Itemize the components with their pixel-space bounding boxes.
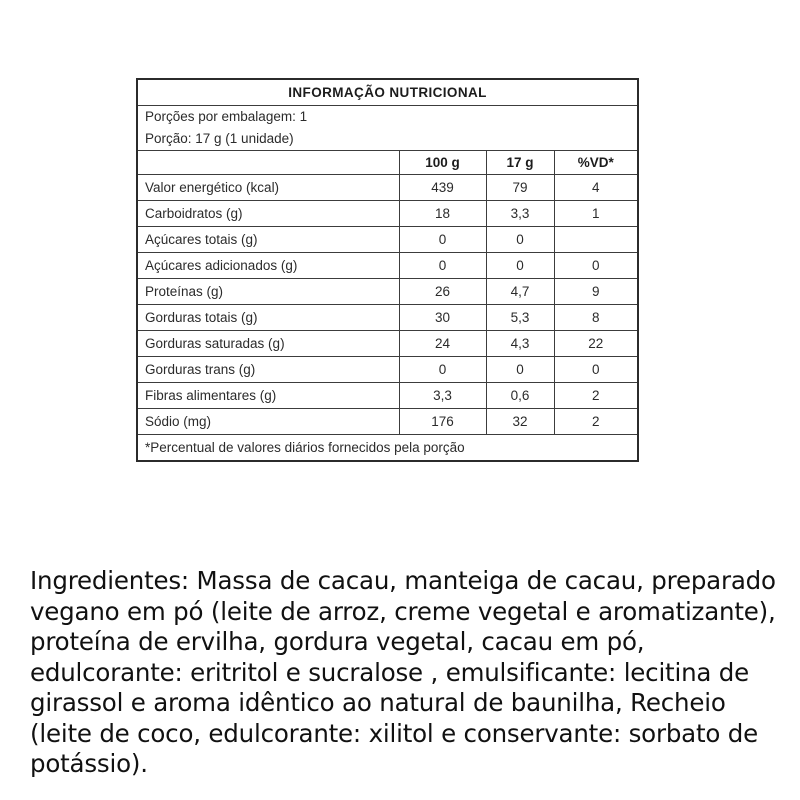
table-row <box>137 253 638 279</box>
value-vd-percent: 1 <box>554 201 638 227</box>
value-per-portion: 0 <box>486 227 554 253</box>
table-row <box>137 357 638 383</box>
value-per-100g: 176 <box>399 409 486 435</box>
value-per-100g: 24 <box>399 331 486 357</box>
table-row <box>137 331 638 357</box>
nutrient-label: Fibras alimentares (g) <box>137 383 399 409</box>
value-per-portion: 79 <box>486 175 554 201</box>
column-header-row <box>137 151 638 175</box>
table-row <box>137 175 638 201</box>
value-per-100g: 3,3 <box>399 383 486 409</box>
table-row <box>137 279 638 305</box>
value-vd-percent: 2 <box>554 383 638 409</box>
nutrient-label: Gorduras saturadas (g) <box>137 331 399 357</box>
nutrient-label: Proteínas (g) <box>137 279 399 305</box>
value-per-portion: 0 <box>486 253 554 279</box>
table-row <box>137 383 638 409</box>
column-header-100g: 100 g <box>399 151 486 175</box>
nutrient-label: Sódio (mg) <box>137 409 399 435</box>
column-header-17g: 17 g <box>486 151 554 175</box>
value-per-portion: 4,3 <box>486 331 554 357</box>
value-per-100g: 0 <box>399 253 486 279</box>
value-per-portion: 0 <box>486 357 554 383</box>
value-vd-percent: 8 <box>554 305 638 331</box>
table-row <box>137 409 638 435</box>
nutrient-label: Gorduras trans (g) <box>137 357 399 383</box>
value-vd-percent: 22 <box>554 331 638 357</box>
value-per-100g: 30 <box>399 305 486 331</box>
table-title: INFORMAÇÃO NUTRICIONAL <box>137 79 638 106</box>
column-header-empty <box>137 151 399 175</box>
value-per-100g: 0 <box>399 227 486 253</box>
portion-size-text: Porção: 17 g (1 unidade) <box>145 131 294 146</box>
value-per-portion: 0,6 <box>486 383 554 409</box>
portion-info-row <box>137 106 638 151</box>
value-vd-percent: 9 <box>554 279 638 305</box>
nutrient-label: Açúcares adicionados (g) <box>137 253 399 279</box>
table-title-row <box>137 79 638 106</box>
value-per-portion: 32 <box>486 409 554 435</box>
table-row <box>137 305 638 331</box>
column-header-vd: %VD* <box>554 151 638 175</box>
value-per-100g: 0 <box>399 357 486 383</box>
footnote: *Percentual de valores diários fornecidos pela porção <box>137 435 638 462</box>
nutrient-label: Gorduras totais (g) <box>137 305 399 331</box>
nutrient-label: Valor energético (kcal) <box>137 175 399 201</box>
nutrient-label: Carboidratos (g) <box>137 201 399 227</box>
nutrition-facts-table <box>136 78 639 462</box>
value-per-100g: 18 <box>399 201 486 227</box>
value-vd-percent: 0 <box>554 253 638 279</box>
value-per-portion: 5,3 <box>486 305 554 331</box>
value-vd-percent: 2 <box>554 409 638 435</box>
table-row <box>137 227 638 253</box>
value-vd-percent: 4 <box>554 175 638 201</box>
footnote-row <box>137 435 638 462</box>
nutrient-label: Açúcares totais (g) <box>137 227 399 253</box>
value-per-portion: 3,3 <box>486 201 554 227</box>
table-row <box>137 201 638 227</box>
portion-info-cell <box>137 106 638 151</box>
value-per-100g: 439 <box>399 175 486 201</box>
value-vd-percent <box>554 227 638 253</box>
value-vd-percent: 0 <box>554 357 638 383</box>
value-per-100g: 26 <box>399 279 486 305</box>
ingredients-text: Ingredientes: Massa de cacau, manteiga de cacau, preparado vegano em pó (leite de arroz, creme vegetal e aromatizante), proteína de ervilha, gordura vegetal, cacau em pó, edulcorante: eritritol e sucralose , emulsificante: lecitina de girassol e aroma idêntico ao natural de baunilha, Recheio (leite de coco, edulcorante: xilitol e conservante: sorbato de potássio). <box>30 566 776 778</box>
servings-per-package-text: Porções por embalagem: 1 <box>145 109 308 124</box>
value-per-portion: 4,7 <box>486 279 554 305</box>
